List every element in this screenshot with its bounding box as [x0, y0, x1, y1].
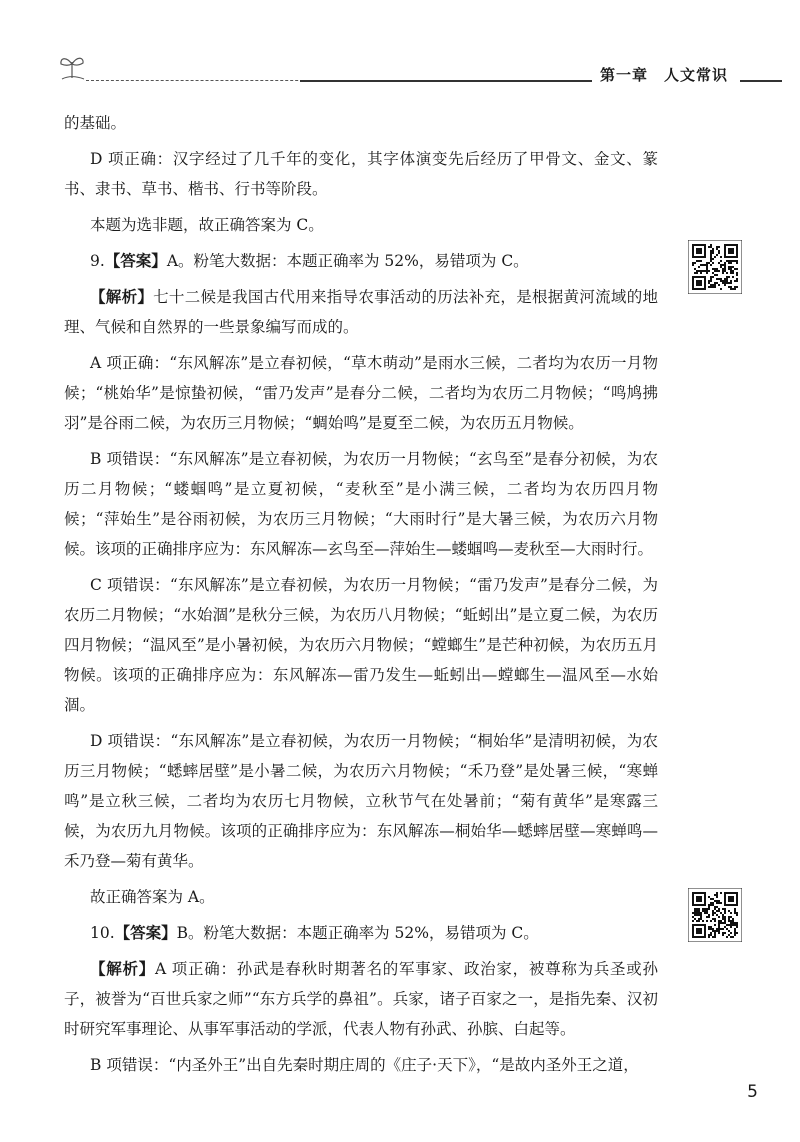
paragraph-p10	[64, 882, 658, 912]
header-rule-end	[740, 80, 782, 82]
paragraph-text: A 项正确：孙武是春秋时期著名的军事家、政治家，被尊称为兵圣或孙子，被誉为“百世兵家之师”“东方兵学的鼻祖”。兵家，诸子百家之一，是指先秦、汉初时研究军事理论、从事军事活动的学派，代表人物有孙武、孙膑、白起等。	[64, 960, 658, 1038]
paragraph-p5	[64, 282, 658, 342]
paragraph-text: B 项错误：“东风解冻”是立春初候，为农历一月物候；“玄鸟至”是春分初候，为农历二月物候；“蝼蝈鸣”是立夏初候，“麦秋至”是小满三候，二者均为农历四月物候；“萍始生”是谷雨初候，为农历三月物候；“大雨时行”是大暑三候，为农历六月物候。该项的正确排序应为：东风解冻—玄鸟至—萍始生—蝼蝈鸣—麦秋至—大雨时行。	[64, 450, 658, 558]
header-rule-solid	[300, 80, 592, 82]
qr-code-question-9[interactable]	[688, 240, 742, 294]
paragraph-p4	[64, 246, 658, 276]
chapter-label: 第一章	[600, 66, 649, 84]
section-marker: 【解析】	[90, 288, 154, 306]
paragraph-text: A 项正确：“东风解冻”是立春初候，“草木萌动”是雨水三候，二者均为农历一月物候；“桃始华”是惊蛰初候，“雷乃发声”是春分二候，二者均为农历二月物候；“鸣鸠拂羽”是谷雨二候，为农历三月物候；“蜩始鸣”是夏至二候，为农历五月物候。	[64, 354, 658, 432]
page-number: 5	[747, 1082, 758, 1102]
answer-explanation-body	[64, 108, 658, 1086]
qr-code-icon	[688, 888, 742, 942]
paragraph-p6	[64, 348, 658, 438]
paragraph-text: 故正确答案为 A。	[90, 888, 215, 906]
paragraph-p9	[64, 726, 658, 876]
paragraph-p2	[64, 144, 658, 204]
section-marker: 【答案】	[104, 252, 167, 270]
paragraph-p13	[64, 1050, 658, 1080]
question-number: 10.	[90, 924, 115, 942]
paragraph-text: D 项正确：汉字经过了几千年的变化，其字体演变先后经历了甲骨文、金文、篆书、隶书、草书、楷书、行书等阶段。	[64, 150, 658, 198]
paragraph-text: 七十二候是我国古代用来指导农事活动的历法补充，是根据黄河流域的地理、气候和自然界的一些景象编写而成的。	[64, 288, 658, 336]
chapter-title: 人文常识	[664, 66, 729, 84]
paragraph-text: 的基础。	[64, 114, 127, 132]
paragraph-p8	[64, 570, 658, 720]
qr-code-question-10[interactable]	[688, 888, 742, 942]
paragraph-text: D 项错误：“东风解冻”是立春初候，为农历一月物候；“桐始华”是清明初候，为农历三月物候；“蟋蟀居壁”是小暑二候，为农历六月物候；“禾乃登”是处暑三候，“寒蝉鸣”是立秋三候，二者均为农历七月物候，立秋节气在处暑前；“菊有黄华”是寒露三候，为农历九月物候。该项的正确排序应为：东风解冻—桐始华—蟋蟀居壁—寒蝉鸣—禾乃登—菊有黄华。	[64, 732, 658, 870]
paragraph-p11	[64, 918, 658, 948]
paragraph-text: A。粉笔大数据：本题正确率为 52%，易错项为 C。	[166, 252, 529, 270]
paragraph-text: 本题为选非题，故正确答案为 C。	[90, 216, 324, 234]
qr-code-icon	[688, 240, 742, 294]
paragraph-text: B。粉笔大数据：本题正确率为 52%，易错项为 C。	[176, 924, 539, 942]
paragraph-p7	[64, 444, 658, 564]
paragraph-p1	[64, 108, 658, 138]
section-marker: 【答案】	[114, 924, 177, 942]
chapter-heading	[600, 64, 728, 85]
question-number: 9.	[90, 252, 105, 270]
paragraph-p3	[64, 210, 658, 240]
paragraph-p12	[64, 954, 658, 1044]
paragraph-text: C 项错误：“东风解冻”是立春初候，为农历一月物候；“雷乃发声”是春分二候，为农历二月物候；“水始涸”是秋分三候，为农历八月物候；“蚯蚓出”是立夏二候，为农历四月物候；“温风至”是小暑初候，为农历六月物候；“螳螂生”是芒种初候，为农历五月物候。该项的正确排序应为：东风解冻—雷乃发生—蚯蚓出—螳螂生—温风至—水始涸。	[64, 576, 658, 714]
sprout-icon	[58, 52, 86, 80]
section-marker: 【解析】	[90, 960, 155, 978]
paragraph-text: B 项错误：“内圣外王”出自先秦时期庄周的《庄子·天下》，“是故内圣外王之道，	[90, 1056, 639, 1074]
page-header	[0, 0, 800, 100]
